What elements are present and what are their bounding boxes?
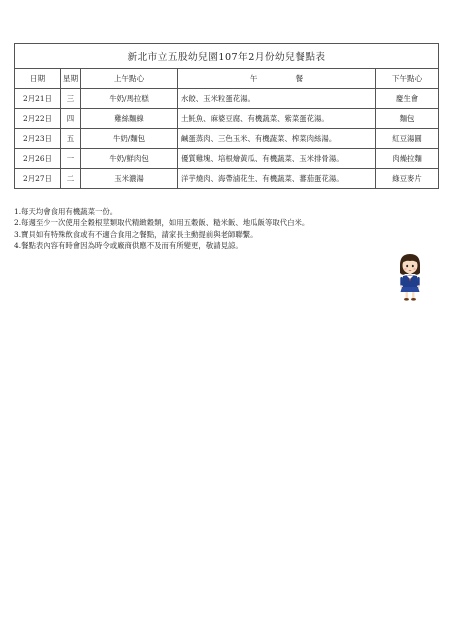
col-header-lunch: 午 餐 [178, 69, 376, 89]
afternoon-snack-cell: 紅豆湯圓 [376, 129, 439, 149]
col-header-date: 日期 [15, 69, 61, 89]
menu-title: 新北市立五股幼兒園107年2月份幼兒餐點表 [15, 44, 439, 69]
weekday-cell: 四 [61, 109, 81, 129]
date-cell: 2月23日 [15, 129, 61, 149]
lunch-cell: 優質雞塊、培根燴黃瓜、有機蔬菜、玉米排骨湯。 [178, 149, 376, 169]
afternoon-snack-cell: 麵包 [376, 109, 439, 129]
lunch-cell: 土魠魚、麻婆豆腐、有機蔬菜、紫菜蛋花湯。 [178, 109, 376, 129]
morning-snack-cell: 牛奶/鮮肉包 [81, 149, 178, 169]
col-header-weekday: 星期 [61, 69, 81, 89]
header-row [15, 69, 439, 89]
date-cell: 2月26日 [15, 149, 61, 169]
lunch-cell: 洋芋燒肉、海帶滷花生、有機蔬菜、蕃茄蛋花湯。 [178, 169, 376, 189]
weekday-cell: 一 [61, 149, 81, 169]
weekday-cell: 五 [61, 129, 81, 149]
col-header-morning-snack: 上午點心 [81, 69, 178, 89]
note-item: 3.寶貝如有特殊飲食或有不適合食用之餐點，請家長主動提前與老師聯繫。 [14, 229, 258, 239]
morning-snack-cell: 雞絲麵線 [81, 109, 178, 129]
weekday-cell: 二 [61, 169, 81, 189]
afternoon-snack-cell: 肉燥拉麵 [376, 149, 439, 169]
table-row [15, 109, 439, 129]
date-cell: 2月21日 [15, 89, 61, 109]
table-row [15, 169, 439, 189]
morning-snack-cell: 牛奶/馬拉糕 [81, 89, 178, 109]
lunch-cell: 鹹蛋蒸肉、三色玉米、有機蔬菜、榨菜肉絲湯。 [178, 129, 376, 149]
notes-list [14, 206, 438, 252]
note-item: 1.每天均會食用有機蔬菜一份。 [14, 207, 118, 216]
note-item: 4.餐點表內容有時會因為時令或廠商供應不及而有所變更，敬請見諒。 [14, 241, 243, 251]
table-row [15, 89, 439, 109]
schoolgirl-illustration [395, 252, 425, 302]
afternoon-snack-cell: 慶生會 [376, 89, 439, 109]
afternoon-snack-cell: 綠豆麥片 [376, 169, 439, 189]
table-row [15, 149, 439, 169]
morning-snack-cell: 玉米濃湯 [81, 169, 178, 189]
lunch-cell: 水餃、玉米粒蛋花湯。 [178, 89, 376, 109]
weekday-cell: 三 [61, 89, 81, 109]
date-cell: 2月22日 [15, 109, 61, 129]
note-item: 2.每週至少一次使用全穀根莖類取代精緻穀類，如用五穀飯、糙米飯、地瓜飯等取代白米。 [14, 218, 310, 228]
table-row [15, 129, 439, 149]
col-header-afternoon-snack: 下午點心 [376, 69, 439, 89]
meal-menu-table [14, 43, 439, 189]
date-cell: 2月27日 [15, 169, 61, 189]
morning-snack-cell: 牛奶/麵包 [81, 129, 178, 149]
